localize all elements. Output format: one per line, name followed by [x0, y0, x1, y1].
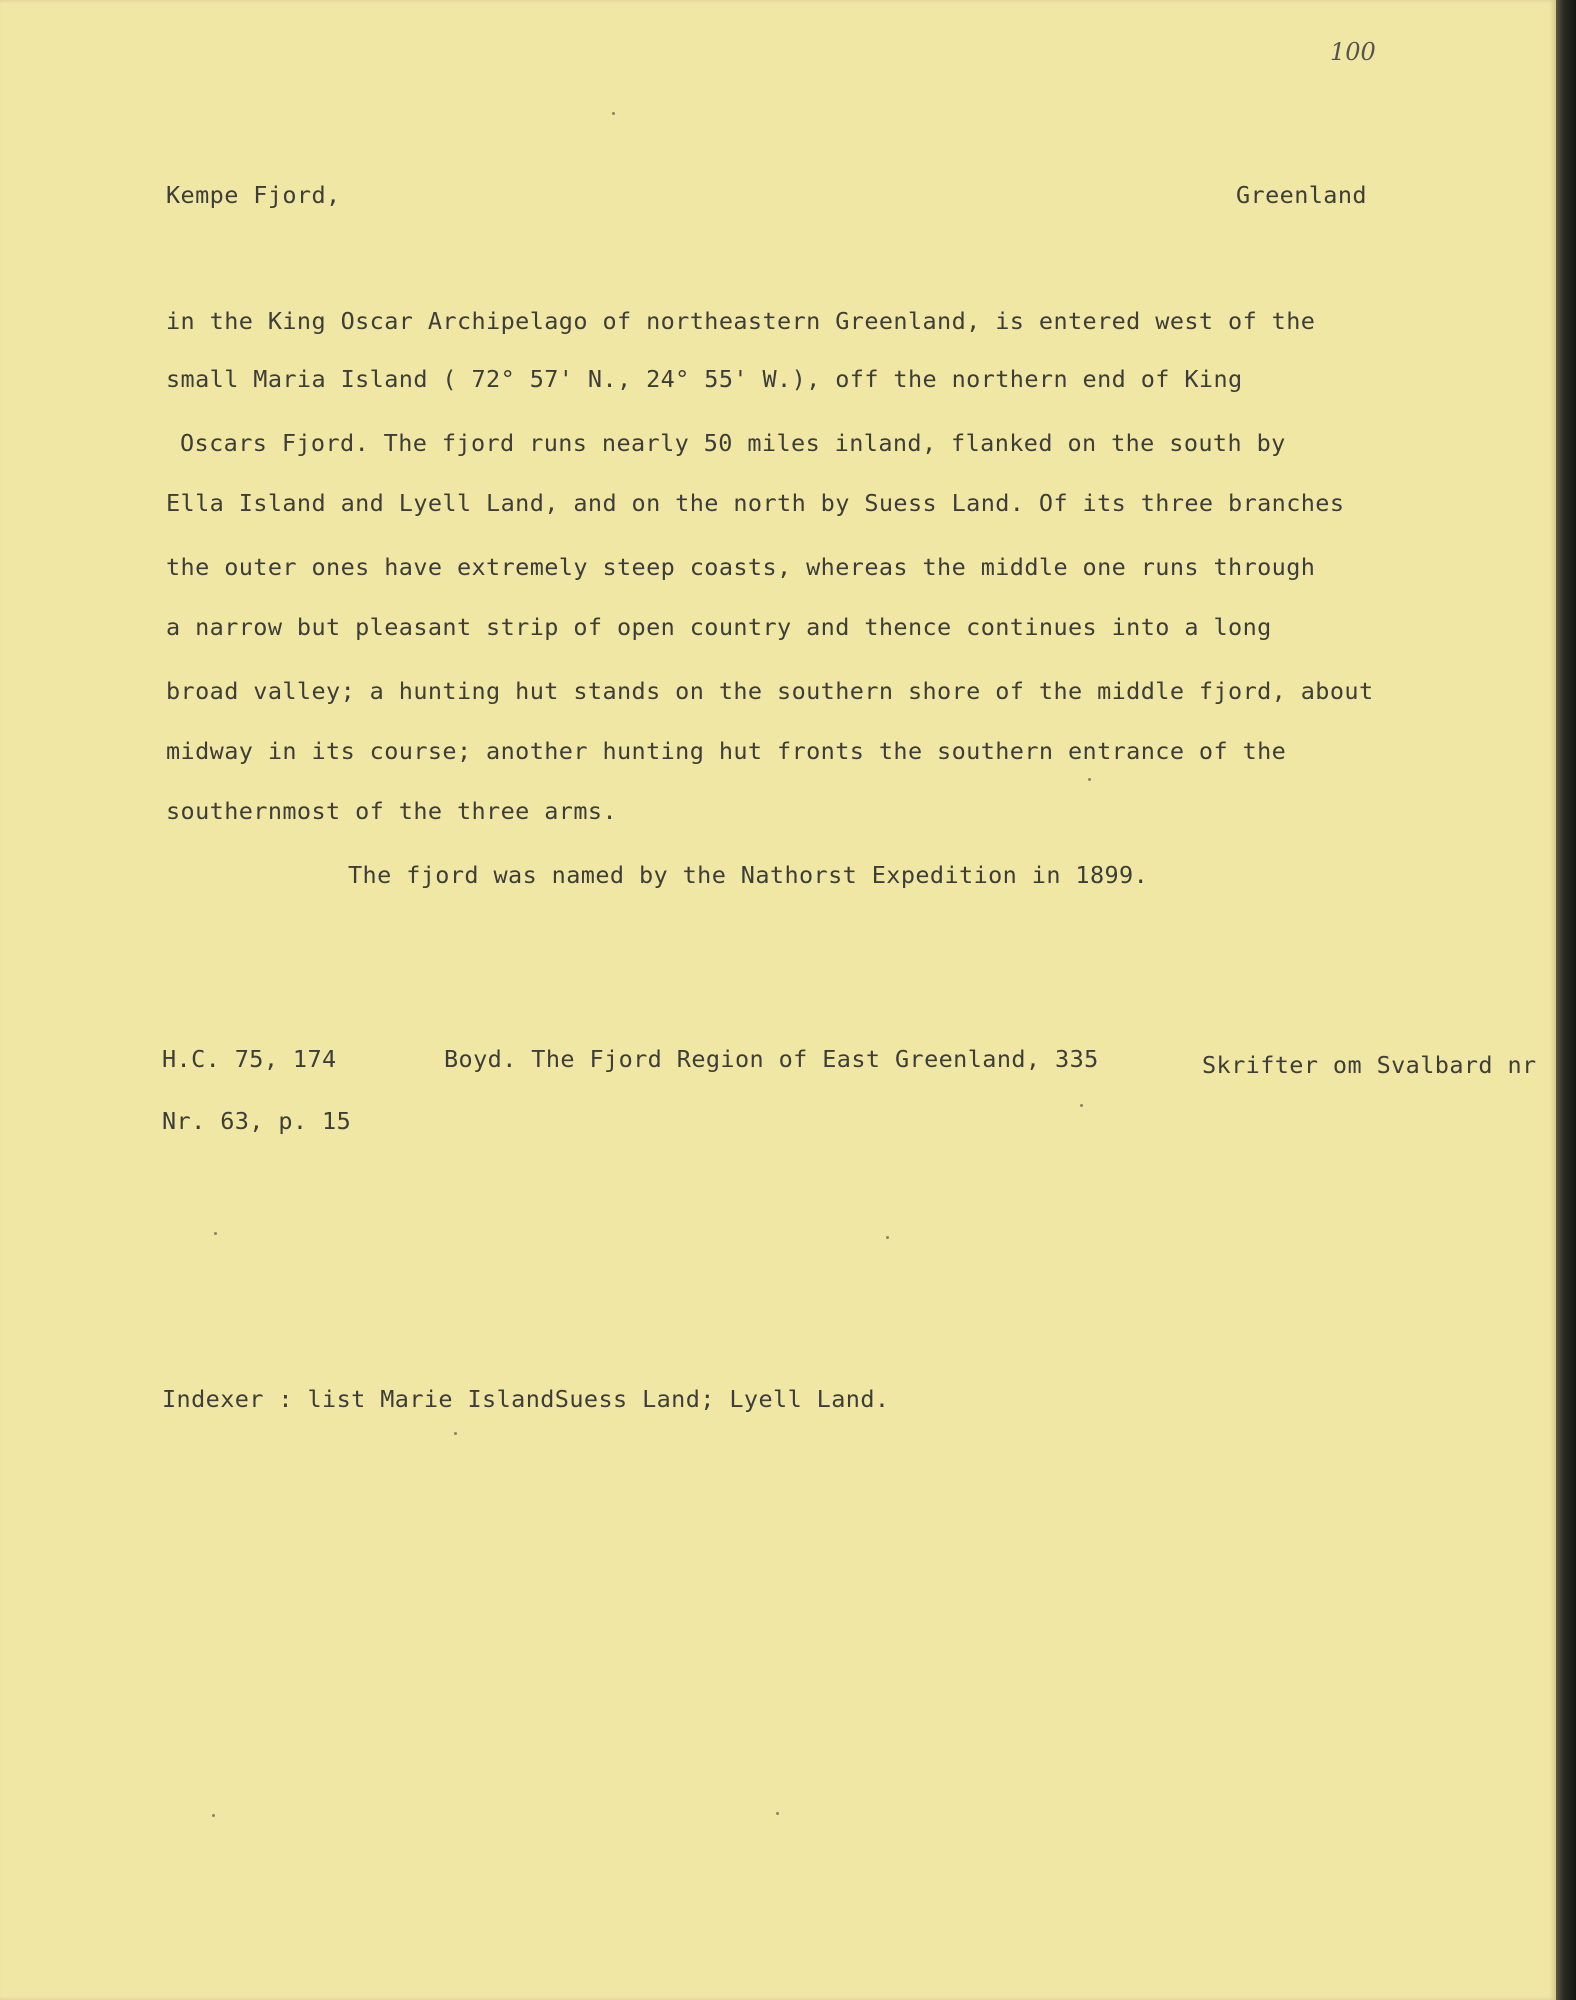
source-skrifter-continued: Nr. 63, p. 15 — [162, 1107, 352, 1135]
paper-speck — [1088, 778, 1091, 781]
paper-speck — [776, 1812, 779, 1815]
paper-speck — [214, 1232, 217, 1235]
body-line: small Maria Island ( 72° 57' N., 24° 55' W.), off the northern end of King — [166, 365, 1243, 393]
body-line: midway in its course; another hunting hut fronts the southern entrance of the — [166, 737, 1287, 765]
body-line: Ella Island and Lyell Land, and on the north by Suess Land. Of its three branches — [166, 489, 1345, 517]
paper-speck — [212, 1814, 215, 1817]
paper-speck — [454, 1432, 457, 1435]
body-line: in the King Oscar Archipelago of northeastern Greenland, is entered west of the — [166, 307, 1316, 335]
entry-title: Kempe Fjord, — [166, 181, 341, 209]
body-line: broad valley; a hunting hut stands on the southern shore of the middle fjord, about — [166, 677, 1374, 705]
source-boyd: Boyd. The Fjord Region of East Greenland, 335 — [444, 1045, 1099, 1073]
source-hc: H.C. 75, 174 — [162, 1045, 337, 1073]
naming-note: The fjord was named by the Nathorst Expedition in 1899. — [348, 861, 1149, 889]
indexer-note: Indexer : list Marie IslandSuess Land; Lyell Land. — [162, 1385, 890, 1413]
page-edge-shadow — [1556, 0, 1576, 2000]
body-line: the outer ones have extremely steep coasts, whereas the middle one runs through — [166, 553, 1316, 581]
source-skrifter: Skrifter om Svalbard nr — [1202, 1051, 1537, 1079]
paper-speck — [1080, 1104, 1083, 1107]
handwritten-page-number: 100 — [1330, 38, 1376, 66]
body-line: Oscars Fjord. The fjord runs nearly 50 miles inland, flanked on the south by — [180, 429, 1286, 457]
region-label: Greenland — [1236, 181, 1367, 209]
body-line: southernmost of the three arms. — [166, 797, 617, 825]
paper-speck — [612, 112, 615, 115]
paper-speck — [886, 1236, 889, 1239]
body-line: a narrow but pleasant strip of open country and thence continues into a long — [166, 613, 1272, 641]
